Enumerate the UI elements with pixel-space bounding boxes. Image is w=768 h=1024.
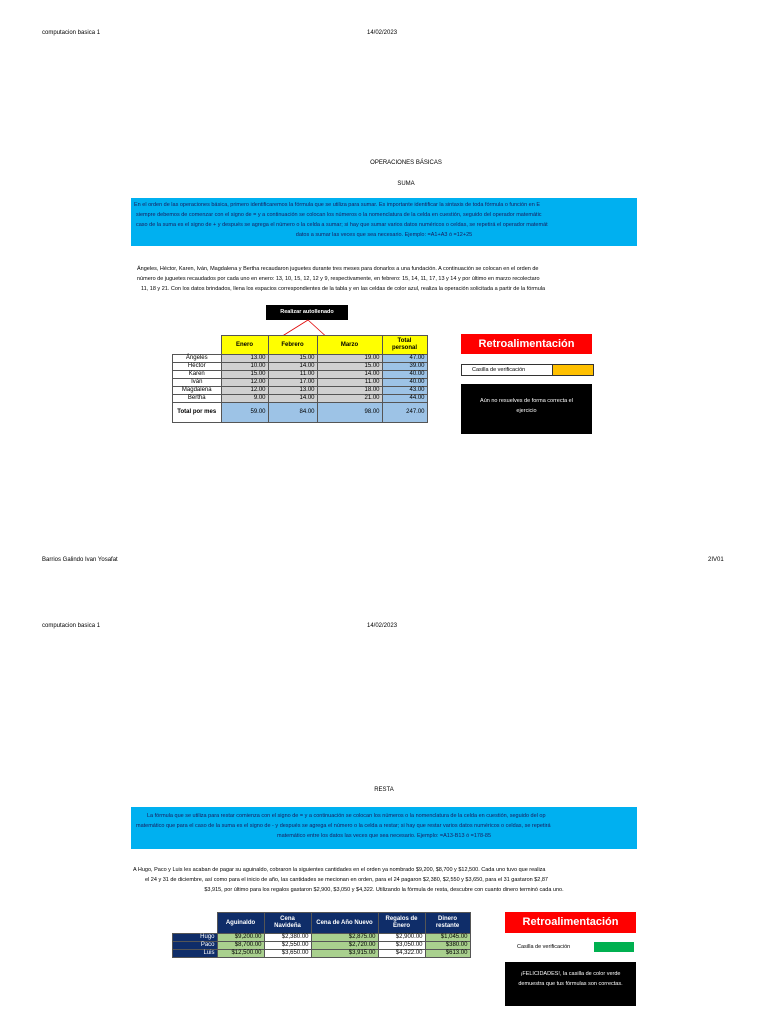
- page2-feedback-title: Retroalimentación: [505, 912, 636, 933]
- cell[interactable]: 17.00: [268, 379, 317, 387]
- cell[interactable]: $9,200.00: [217, 934, 264, 942]
- page2-subtitle: RESTA: [374, 787, 394, 793]
- problem-line: el 24 y 31 de diciembre, así como para el inicio de año, las cantidades se mecionan en orden, para el 24 pagaron $2,380, $2,550 y $3,650, para el 31 gastaron $2,87: [145, 877, 548, 883]
- cell-result[interactable]: $380.00: [425, 942, 470, 950]
- row-name: Hugo: [173, 934, 218, 942]
- cell[interactable]: 14.00: [317, 371, 382, 379]
- cell[interactable]: $2,900.00: [378, 934, 425, 942]
- col-header-cena-navidena: Cena Navideña: [264, 913, 311, 934]
- table-row: [173, 934, 471, 942]
- cell[interactable]: $8,700.00: [217, 942, 264, 950]
- table-row: [173, 950, 471, 958]
- table-row: [173, 355, 428, 363]
- col-header-dinero-restante: Dinero restante: [425, 913, 470, 934]
- page2-checkbox-row: [505, 942, 636, 952]
- cell[interactable]: 10.00: [221, 363, 268, 371]
- intro-line: matemático entre los datos las veces que sea necesario. Ejemplo: =A13-B13 ó =178-85: [276, 833, 491, 839]
- cell[interactable]: 12.00: [221, 379, 268, 387]
- row-name: Paco: [173, 942, 218, 950]
- page2-header-left: computacion basica 1: [42, 623, 101, 629]
- cell[interactable]: $4,322.00: [378, 950, 425, 958]
- cell[interactable]: 18.00: [317, 387, 382, 395]
- cell[interactable]: 14.00: [268, 363, 317, 371]
- table-row: [173, 363, 428, 371]
- row-name: Luis: [173, 950, 218, 958]
- page2-header-date: 14/02/2023: [367, 623, 398, 629]
- feedback-line: demuestra que tus fórmulas son correctas.: [518, 981, 623, 987]
- cell[interactable]: 12.00: [221, 387, 268, 395]
- row-name: Magdalena: [173, 387, 222, 395]
- cell[interactable]: $2,875.00: [311, 934, 378, 942]
- table-row: [173, 942, 471, 950]
- cell[interactable]: $3,650.00: [264, 950, 311, 958]
- page1-footer-right: 2IV01: [708, 557, 724, 563]
- cell[interactable]: 15.00: [317, 363, 382, 371]
- intro-line: La fórmula que se utiliza para restar comienza con el signo de = y a continuación se colocan los números o la nomenclatura de la celda en cuestión, seguido del op: [147, 813, 546, 819]
- cell[interactable]: 15.00: [268, 355, 317, 363]
- col-header-regalos: Regalos de Enero: [378, 913, 425, 934]
- page1-intro-box: [131, 198, 637, 246]
- cell[interactable]: 9.00: [221, 395, 268, 403]
- page1-feedback-title: Retroalimentación: [461, 334, 592, 354]
- cell[interactable]: $3,915.00: [311, 950, 378, 958]
- intro-line: En el orden de las operaciones básica, primero identificaremos la fórmula que se utiliza para sumar. Es importante identificar la sintaxis de toda fórmula o función en E: [134, 202, 540, 208]
- page2-feedback-message: [505, 962, 636, 1006]
- cell[interactable]: $12,500.00: [217, 950, 264, 958]
- problem-line: número de juguetes recaudados por cada uno en enero: 13, 10, 15, 12, 12 y 9, respectivamente, en febrero: 15, 14, 11, 17, 13 y 14 y por último en marzo recolectaro: [137, 276, 540, 282]
- page1-problem: [131, 264, 637, 294]
- page1-header-date: 14/02/2023: [367, 30, 398, 36]
- cell[interactable]: $2,720.00: [311, 942, 378, 950]
- problem-line: A Hugo, Paco y Luis les acaban de pagar su aguinaldo, cobraron la siguientes cantidades en el orden ya nombrado $9,200, $8,700 y $12,500. Cada uno tuvo que realiza: [133, 867, 546, 873]
- intro-line: siempre debemos de comenzar con el signo de = y a continuación se colocan los números o la nomenclatura de la celda en cuestión, seguido del operador matemátic: [136, 212, 542, 218]
- problem-line: 11, 18 y 21. Con los datos brindados, llena los espacios correspondientes de la tabla y en las celdas de color azul, realiza la operación solicitada a partir de la fórmula: [141, 286, 546, 292]
- autofill-label: Realizar autollenado: [280, 309, 334, 315]
- cell[interactable]: $2,380.00: [264, 934, 311, 942]
- page1-footer-left: Barrios Galindo Ivan Yosafat: [42, 557, 118, 563]
- cell-result[interactable]: $1,045.00: [425, 934, 470, 942]
- cell-total[interactable]: 84.00: [268, 403, 317, 423]
- row-name: Iván: [173, 379, 222, 387]
- cell[interactable]: 14.00: [268, 395, 317, 403]
- cell[interactable]: 21.00: [317, 395, 382, 403]
- feedback-line: ¡FELICIDADES!, la casilla de color verde: [520, 971, 621, 977]
- cell[interactable]: 19.00: [317, 355, 382, 363]
- cell-total[interactable]: 47.00: [382, 355, 427, 363]
- cell-total[interactable]: 39.00: [382, 363, 427, 371]
- page1-checkbox-row: [461, 364, 594, 376]
- page2-problem: [131, 865, 637, 895]
- page2-intro-box: [131, 807, 637, 849]
- page1-feedback-message: Aún no resuelves de forma correcta el ejercicio: [461, 384, 592, 434]
- intro-line: datos a sumar las veces que sea necesario. Ejemplo: =A1+A3 ó =12+25: [295, 232, 473, 238]
- table-row: [173, 379, 428, 387]
- page1-header-left: computacion basica 1: [42, 30, 101, 36]
- row-name: Ángeles: [173, 355, 222, 363]
- table-row: [173, 371, 428, 379]
- page1-subtitle: SUMA: [397, 181, 415, 187]
- cell[interactable]: 11.00: [317, 379, 382, 387]
- cell-total[interactable]: 43.00: [382, 387, 427, 395]
- cell[interactable]: $3,050.00: [378, 942, 425, 950]
- cell[interactable]: 11.00: [268, 371, 317, 379]
- col-header-enero: Enero: [221, 336, 268, 355]
- verification-checkbox: [552, 365, 593, 375]
- cell-total[interactable]: 40.00: [382, 379, 427, 387]
- intro-line: matemático que para el caso de la suma es el signo de - y después se agrega el número o la celda a restar; si hay que restar varios datos numéricos o celdas, se repetirá: [136, 823, 551, 829]
- col-header-aguinaldo: Aguinaldo: [217, 913, 264, 934]
- cell[interactable]: 13.00: [221, 355, 268, 363]
- row-name: Total por mes: [173, 403, 222, 423]
- checkbox-label: Casilla de verificación: [472, 367, 526, 373]
- page2-table: [172, 912, 471, 958]
- cell-total[interactable]: 98.00: [317, 403, 382, 423]
- cell[interactable]: $2,550.00: [264, 942, 311, 950]
- col-header-febrero: Febrero: [268, 336, 317, 355]
- table-row: [173, 395, 428, 403]
- row-name: Héctor: [173, 363, 222, 371]
- cell-total[interactable]: 247.00: [382, 403, 427, 423]
- page1-title: OPERACIONES BÁSICAS: [370, 160, 442, 166]
- page1-table: [172, 335, 428, 423]
- problem-line: $3,915, por último para los regalos gastaron $2,900, $3,050 y $4,322. Utilizando la fórmula de resta, descubre con cuanto dinero terminó cada uno.: [204, 887, 564, 893]
- table-row: [173, 387, 428, 395]
- problem-line: Ángeles, Héctor, Karen, Iván, Magdalena y Bertha recaudaron juguetes durante tres meses para donarlos a una fundación. A continuación se colocan en el orden de: [137, 266, 539, 272]
- total-row: [173, 403, 428, 423]
- cell-total[interactable]: 59.00: [221, 403, 268, 423]
- verification-checkbox: [594, 942, 634, 952]
- checkbox-label: Casilla de verificación: [517, 944, 571, 950]
- row-name: Bertha: [173, 395, 222, 403]
- cell[interactable]: 15.00: [221, 371, 268, 379]
- row-name: Karen: [173, 371, 222, 379]
- cell-result[interactable]: $613.00: [425, 950, 470, 958]
- col-header-marzo: Marzo: [317, 336, 382, 355]
- col-header-total: Total personal: [382, 336, 427, 355]
- col-header-cena-ano-nuevo: Cena de Año Nuevo: [311, 913, 378, 934]
- cell-total[interactable]: 40.00: [382, 371, 427, 379]
- intro-line: caso de la suma es el signo de + y después se agrega el número o la celda a sumar; si hay que sumar varios datos numéricos o celdas, se repetirá el operador matemát: [136, 222, 548, 228]
- cell-total[interactable]: 44.00: [382, 395, 427, 403]
- cell[interactable]: 13.00: [268, 387, 317, 395]
